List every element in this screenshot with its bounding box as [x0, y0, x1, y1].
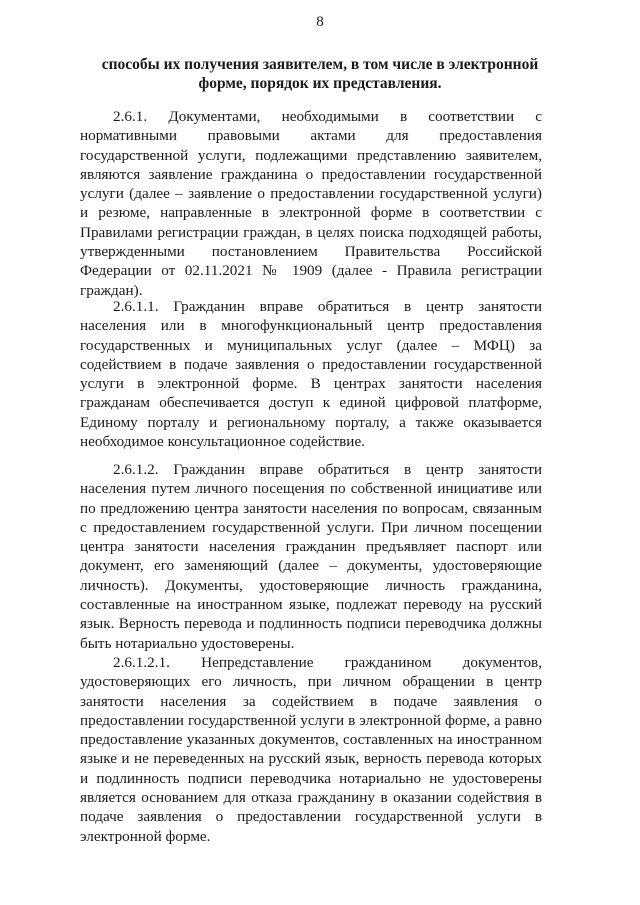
paragraph-2-6-1-2: 2.6.1.2. Гражданин вправе обратиться в центр занятости населения путем личного посещения по собственной инициативе или по предложению центра занятости населения по вопросам, связанным с предоставлением государственной услуги. При личном посещении центра занятости населения гражданин предъявляет паспорт или документ, его заменяющий (далее – документы, удостоверяющие личность). Документы, удостоверяющие личность гражданина, составленные на иностранном языке, подлежат переводу на русский язык. Верность перевода и подлинность подписи переводчика должны быть нотариально удостоверены. — [80, 461, 542, 652]
paragraph-2-6-1: 2.6.1. Документами, необходимыми в соответствии с нормативными правовыми актами для предоставления государственной услуги, подлежащими представлению заявителем, являются заявление гражданина о предоставлении государственной услуги (далее – заявление о предоставлении государственной услуги) и резюме, направленные в электронной форме в соответствии с Правилами регистрации граждан, в целях поиска подходящей работы, утвержденными постановлением Правительства Российской Федерации от 02.11.2021 № 1909 (далее - Правила регистрации граждан). — [80, 108, 542, 299]
paragraph-2-6-1-2-1: 2.6.1.2.1. Непредставление гражданином документов, удостоверяющих его личность, при личном обращении в центр занятости населения за содействием в подаче заявления о предоставлении государственной услуги в электронной форме, а равно предоставление указанных документов, составленных на иностранном языке и не переведенных на русский язык, верность перевода которых и подлинность подписи переводчика нотариально не удостоверены является основанием для отказа гражданину в оказании содействия в подаче заявления о предоставлении государственной услуги в электронной форме. — [80, 654, 542, 845]
paragraph-2-6-1-1: 2.6.1.1. Гражданин вправе обратиться в центр занятости населения или в многофункциональный центр предоставления государственных и муниципальных услуг (далее – МФЦ) за содействием в подаче заявления о предоставлении государственной услуги в электронной форме. В центрах занятости населения гражданам обеспечивается доступ к единой цифровой платформе, Единому порталу и региональному порталу, а также оказывается необходимое консультационное содействие. — [80, 298, 542, 451]
page-number: 8 — [316, 14, 324, 30]
section-heading: способы их получения заявителем, в том числе в электронной форме, порядок их представления. — [101, 56, 539, 92]
